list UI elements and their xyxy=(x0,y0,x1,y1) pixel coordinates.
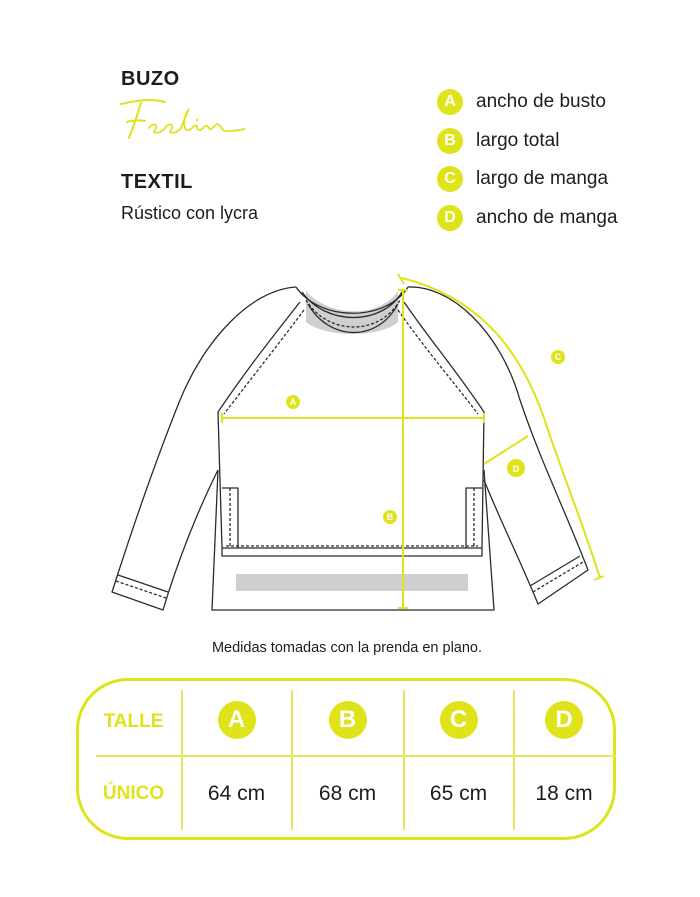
legend-label-c: largo de manga xyxy=(476,168,609,189)
fabric-description: Rústico con lycra xyxy=(121,203,259,223)
legend-item-a xyxy=(437,89,618,115)
column-header-d-cell xyxy=(514,697,614,743)
table-divider xyxy=(96,755,616,757)
brand-logo xyxy=(117,98,247,142)
fabric-heading: TEXTIL xyxy=(121,171,193,193)
legend-label-b: largo total xyxy=(476,129,560,151)
value-d: 18 cm xyxy=(535,782,593,805)
legend-item-d xyxy=(437,205,618,231)
column-header-b-cell xyxy=(292,697,403,743)
size-value: ÚNICO xyxy=(102,783,165,804)
measurement-legend xyxy=(437,89,618,243)
column-header-a: A xyxy=(218,701,256,739)
measurement-note: Medidas tomadas con la prenda en plano. xyxy=(211,640,483,656)
size-header: TALLE xyxy=(103,711,164,732)
legend-item-c xyxy=(437,166,618,192)
column-header-c-cell xyxy=(404,697,513,743)
legend-label-d: ancho de manga xyxy=(476,206,618,228)
diagram-markers xyxy=(286,350,565,524)
column-header-c: C xyxy=(440,701,478,739)
marker-c: C xyxy=(554,352,562,362)
column-header-b: B xyxy=(329,701,367,739)
legend-badge-c: C xyxy=(437,166,463,192)
marker-a: A xyxy=(289,397,297,407)
column-header-d: D xyxy=(545,701,583,739)
body-front xyxy=(218,412,484,548)
legend-badge-b: B xyxy=(437,128,463,154)
legend-label-a: ancho de busto xyxy=(476,91,606,112)
legend-badge-d: D xyxy=(437,205,463,231)
left-sleeve xyxy=(112,287,296,610)
legend-badge-a: A xyxy=(437,89,463,115)
value-b: 68 cm xyxy=(318,782,377,805)
product-type: BUZO xyxy=(121,68,180,90)
legend-item-b xyxy=(437,128,618,154)
sweatshirt-diagram xyxy=(0,260,700,620)
value-a: 64 cm xyxy=(207,782,266,805)
column-header-a-cell xyxy=(182,697,291,743)
value-c: 65 cm xyxy=(429,782,488,805)
marker-b: B xyxy=(386,512,394,522)
marker-d: D xyxy=(512,464,520,474)
